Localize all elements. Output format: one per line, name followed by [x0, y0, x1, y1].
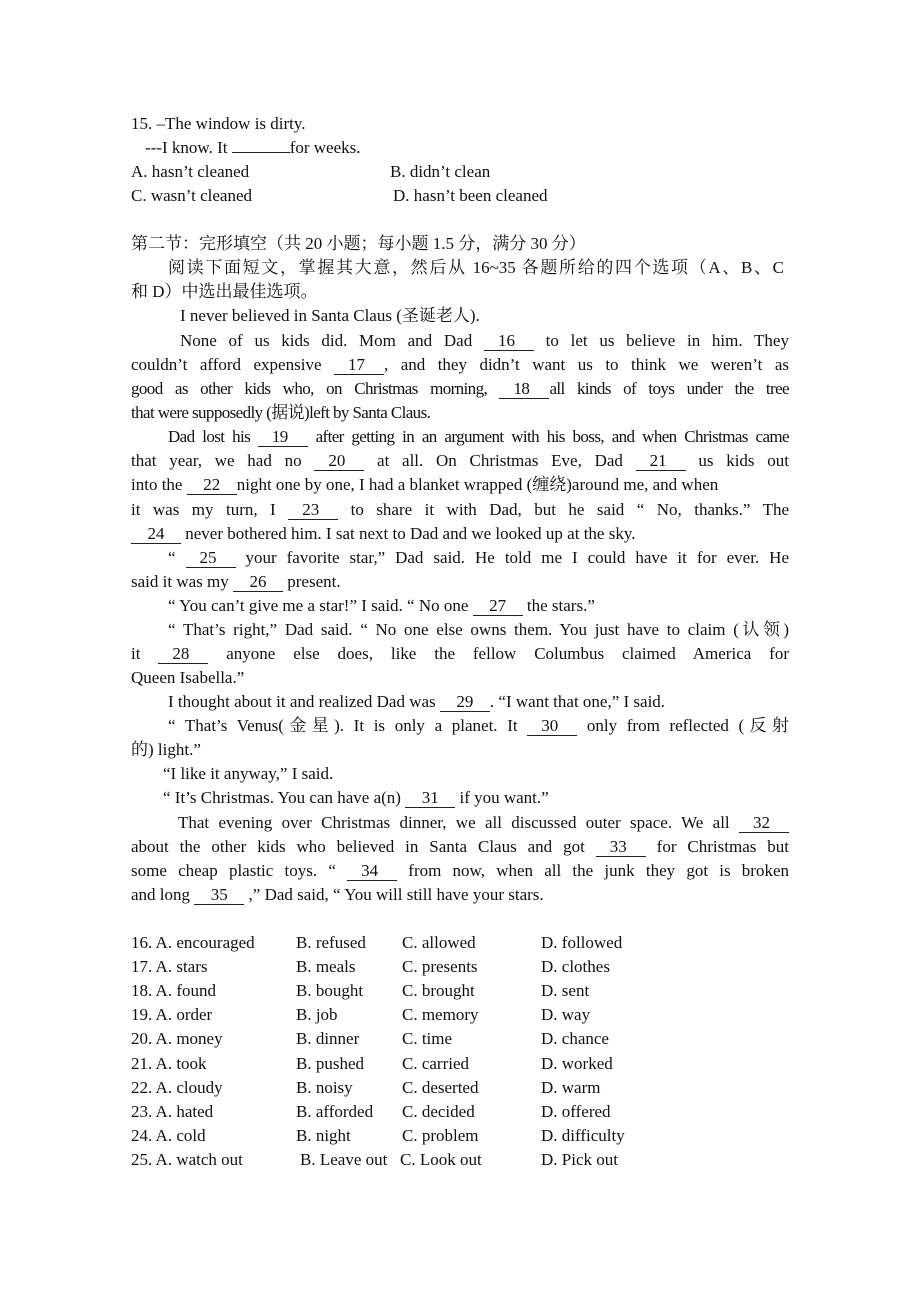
passage-line: [131, 643, 789, 665]
text: 的) light.”: [131, 740, 201, 759]
choice-question: 22. A. cloudy: [131, 1077, 223, 1097]
text: ---I know. It: [145, 138, 232, 157]
text: Queen Isabella.”: [131, 668, 245, 687]
text: couldn’t afford expensive: [131, 355, 334, 374]
answer-blank: 26: [233, 573, 283, 592]
text: that year, we had no: [131, 451, 315, 470]
text: that were supposedly (据说)left by Santa Claus.: [131, 403, 431, 422]
text: and long: [131, 885, 195, 904]
q15-line-2: [145, 137, 361, 159]
instructions-line-2: 和 D）中选出最佳选项。: [131, 282, 318, 301]
answer-blank: 35: [194, 886, 244, 905]
text: Dad lost his: [168, 427, 258, 446]
passage-line: [168, 691, 665, 713]
choice-option: C. Look out: [400, 1149, 482, 1169]
text: present.: [283, 572, 341, 591]
text: from now, when all the junk they got is broken: [397, 861, 790, 880]
choice-question: 16. A. encouraged: [131, 933, 255, 952]
answer-blank: 32: [739, 814, 789, 833]
passage-line: [131, 860, 789, 882]
text: None of us kids did. Mom and Dad: [180, 331, 484, 350]
passage-line: [168, 426, 789, 448]
choice-question: 25. A. watch out: [131, 1149, 243, 1169]
choice-option: B. noisy: [296, 1077, 353, 1097]
choice-option: D. chance: [541, 1029, 609, 1049]
answer-blank: 16: [484, 332, 534, 351]
instructions-line-1: 阅读下面短文，掌握其大意，然后从 16~35 各题所给的四个选项（A、B、C: [168, 258, 784, 277]
text: “ That’s right,” Dad said. “ No one else owns them. You just have to claim (认领): [168, 620, 789, 639]
choice-question: 24. A. cold: [131, 1125, 206, 1145]
passage-line: [131, 450, 789, 472]
passage-line: [163, 763, 333, 785]
text: anyone else does, like the fellow Columbus claimed America for: [208, 644, 789, 663]
passage-line: [168, 595, 595, 617]
passage-line: [180, 330, 789, 352]
choice-question: 20. A. money: [131, 1029, 223, 1049]
choice-option: B. bought: [296, 981, 364, 1001]
choice-option: D. worked: [541, 1053, 613, 1073]
choice-option: D. warm: [541, 1077, 601, 1097]
choice-question: 23. A. hated: [131, 1101, 214, 1121]
choice-option: C. deserted: [402, 1077, 479, 1097]
choice-option: B. meals: [296, 957, 356, 977]
answer-blank: 18: [499, 380, 549, 399]
text: said it was my: [131, 572, 233, 591]
passage-line: [131, 836, 789, 858]
choice-option: C. brought: [402, 981, 475, 1001]
section-heading: 第二节：完形填空（共 20 小题；每小题 1.5 分，满分 30 分）: [131, 234, 586, 253]
text: , and they didn’t want us to think we weren’t as: [383, 355, 789, 374]
text: . “I want that one,” I said.: [489, 692, 666, 711]
choice-option: D. offered: [541, 1101, 611, 1121]
passage-line: [131, 571, 341, 593]
text: “ You can’t give me a star!” I said. “ No one: [168, 596, 473, 615]
choice-option: D. clothes: [541, 957, 610, 977]
answer-blank: 20: [314, 452, 364, 471]
q15-line-1: [131, 113, 306, 135]
choice-option: D. Pick out: [541, 1149, 618, 1169]
text: only from reflected (反射: [577, 716, 789, 735]
answer-blank: 23: [288, 501, 338, 520]
passage-line: [168, 619, 789, 641]
answer-blank: 25: [186, 549, 236, 568]
choice-option: C. carried: [402, 1053, 470, 1073]
passage-line: [178, 812, 789, 834]
text: after getting in an argument with his boss, and when Christmas came: [307, 427, 789, 446]
text: it: [131, 644, 159, 663]
passage-line: [131, 378, 789, 400]
choice-option: C. time: [402, 1029, 453, 1049]
choice-option: C. memory: [402, 1005, 479, 1025]
text: the stars.”: [522, 596, 595, 615]
passage-line: [168, 547, 789, 569]
choice-option: C. allowed: [402, 933, 476, 952]
text: some cheap plastic toys. “: [131, 861, 348, 880]
choice-option: B. job: [296, 1005, 338, 1025]
text: never bothered him. I sat next to Dad and we looked up at the sky.: [181, 524, 636, 543]
text: to let us believe in him. They: [533, 331, 789, 350]
passage-line: [131, 667, 244, 689]
text: your favorite star,” Dad said. He told me I could have it for ever. He: [235, 548, 789, 567]
text: for Christmas but: [645, 837, 789, 856]
choice-option: C. presents: [402, 957, 478, 977]
answer-blank: 30: [527, 717, 577, 736]
passage-line: [131, 739, 201, 761]
text: night one by one, I had a blanket wrapped (缠绕)around me, and when: [236, 475, 719, 494]
text: if you want.”: [455, 788, 549, 807]
passage-line: [131, 499, 789, 521]
passage-line: [163, 787, 549, 809]
text: “: [168, 548, 186, 567]
choice-option: D. difficulty: [541, 1125, 625, 1145]
text: us kids out: [685, 451, 789, 470]
q15-option-d: D. hasn’t been cleaned: [393, 186, 548, 205]
choice-option: C. problem: [402, 1125, 479, 1145]
choice-option: B. refused: [296, 933, 366, 952]
q15-option-c: C. wasn’t cleaned: [131, 186, 253, 205]
answer-blank: 31: [405, 789, 455, 808]
answer-blank: 33: [596, 838, 646, 857]
passage-line: [131, 474, 718, 496]
answer-blank: 17: [334, 356, 384, 375]
choice-question: 21. A. took: [131, 1053, 207, 1073]
choice-question: 19. A. order: [131, 1005, 213, 1025]
passage-line: [168, 715, 789, 737]
choice-option: B. pushed: [296, 1053, 364, 1073]
text: I thought about it and realized Dad was: [168, 692, 440, 711]
answer-blank: 28: [158, 645, 208, 664]
answer-blank: 34: [347, 862, 397, 881]
passage-line: [131, 523, 635, 545]
choice-option: B. Leave out: [300, 1149, 388, 1169]
choice-option: D. followed: [541, 933, 623, 952]
text: it was my turn, I: [131, 500, 289, 519]
answer-blank: 24: [131, 525, 181, 544]
text: for weeks.: [289, 138, 361, 157]
choice-option: D. sent: [541, 981, 590, 1001]
answer-blank: 21: [636, 452, 686, 471]
answer-blank: 29: [440, 693, 490, 712]
choice-option: D. way: [541, 1005, 591, 1025]
choice-question: 17. A. stars: [131, 957, 208, 977]
text: That evening over Christmas dinner, we all discussed outer space. We all: [178, 813, 739, 832]
passage-line: [131, 354, 789, 376]
passage-line: [131, 402, 430, 424]
text: ,” Dad said, “ You will still have your stars.: [244, 885, 544, 904]
choice-option: B. night: [296, 1125, 351, 1145]
answer-blank: 22: [187, 476, 237, 495]
answer-blank: 19: [258, 428, 308, 447]
text: good as other kids who, on Christmas morning,: [131, 379, 500, 398]
text: to share it with Dad, but he said “ No, thanks.” The: [338, 500, 789, 519]
text: “ It’s Christmas. You can have a(n): [163, 788, 406, 807]
choice-option: B. dinner: [296, 1029, 360, 1049]
text: 15. –The window is dirty.: [131, 114, 306, 133]
text: all kinds of toys under the tree: [549, 379, 789, 398]
text: I never believed in Santa Claus (圣诞老人).: [180, 306, 480, 325]
text: about the other kids who believed in Santa Claus and got: [131, 837, 596, 856]
q15-option-a: A. hasn’t cleaned: [131, 162, 250, 181]
passage-line: [131, 884, 544, 906]
text: into the: [131, 475, 187, 494]
answer-blank: [232, 152, 290, 153]
q15-option-b: B. didn’t clean: [390, 162, 491, 181]
text: “I like it anyway,” I said.: [163, 764, 334, 783]
choice-option: B. afforded: [296, 1101, 374, 1121]
choice-question: 18. A. found: [131, 981, 216, 1001]
passage-line: [180, 305, 480, 327]
choice-option: C. decided: [402, 1101, 475, 1121]
text: “ That’s Venus(金星). It is only a planet. It: [168, 716, 528, 735]
text: at all. On Christmas Eve, Dad: [364, 451, 636, 470]
answer-blank: 27: [473, 597, 523, 616]
